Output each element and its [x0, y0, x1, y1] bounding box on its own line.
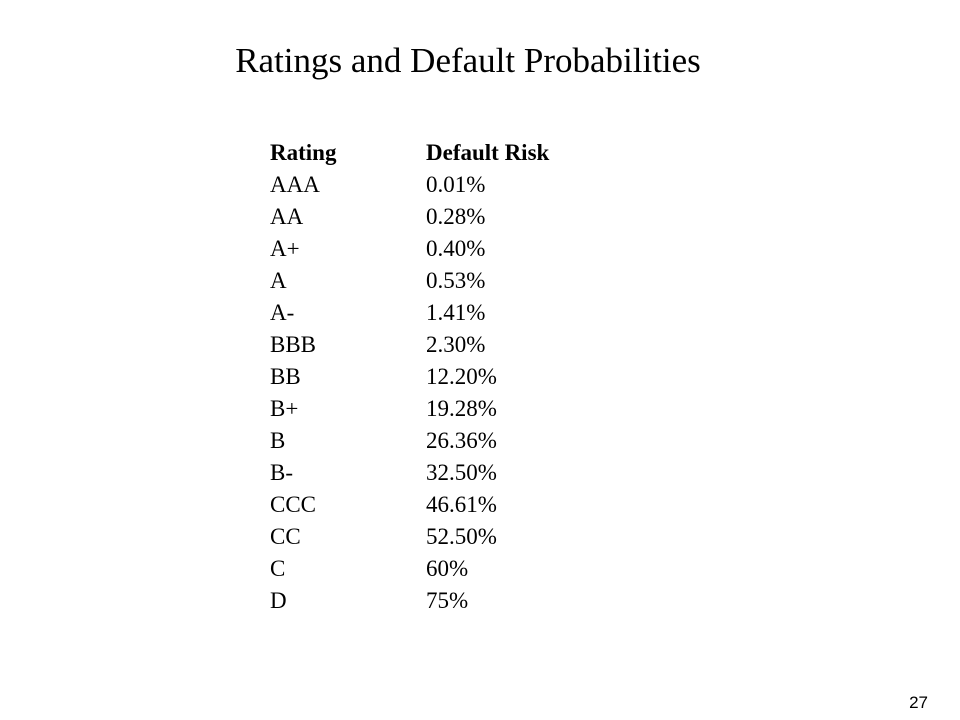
rating-cell: B-: [270, 460, 293, 485]
rating-cell: B+: [270, 396, 299, 421]
default-risk-cell: 52.50%: [426, 524, 497, 549]
rating-cell: CCC: [270, 492, 317, 517]
header-default-risk: Default Risk: [426, 140, 550, 165]
rating-cell: B: [270, 428, 286, 453]
default-risk-cell: 75%: [426, 588, 469, 613]
default-risk-cell: 60%: [426, 556, 469, 581]
rating-cell: AAA: [270, 172, 320, 197]
rating-cell: A-: [270, 300, 295, 325]
table-row: [270, 361, 549, 393]
table-row: [270, 393, 549, 425]
default-risk-cell: 46.61%: [426, 492, 497, 517]
slide-title: Ratings and Default Probabilities: [235, 41, 701, 80]
rating-cell: D: [270, 588, 287, 613]
default-risk-cell: 1.41%: [426, 300, 486, 325]
rating-cell: BBB: [270, 332, 317, 357]
ratings-default-table: [270, 137, 549, 617]
table-row: [270, 329, 549, 361]
table-row: [270, 489, 549, 521]
default-risk-cell: 2.30%: [426, 332, 486, 357]
default-risk-cell: 26.36%: [426, 428, 497, 453]
table-header: [270, 137, 549, 169]
default-risk-cell: 0.28%: [426, 204, 486, 229]
page-number: 27: [909, 693, 928, 712]
default-risk-cell: 0.40%: [426, 236, 486, 261]
rating-cell: BB: [270, 364, 301, 389]
header-rating: Rating: [270, 140, 337, 165]
rating-cell: AA: [270, 204, 304, 229]
default-risk-cell: 12.20%: [426, 364, 497, 389]
table-row: [270, 233, 549, 265]
table-row: [270, 201, 549, 233]
default-risk-cell: 0.01%: [426, 172, 486, 197]
table-row: [270, 585, 549, 617]
table-row: [270, 297, 549, 329]
table-row: [270, 265, 549, 297]
table-row: [270, 425, 549, 457]
rating-cell: A+: [270, 236, 300, 261]
table-row: [270, 457, 549, 489]
table-row: [270, 553, 549, 585]
default-risk-cell: 19.28%: [426, 396, 497, 421]
rating-cell: CC: [270, 524, 301, 549]
rating-cell: C: [270, 556, 286, 581]
rating-cell: A: [270, 268, 287, 293]
table-row: [270, 521, 549, 553]
default-risk-cell: 32.50%: [426, 460, 497, 485]
table-row: [270, 169, 549, 201]
default-risk-cell: 0.53%: [426, 268, 486, 293]
header-row: [270, 137, 549, 169]
table-body: [270, 169, 549, 617]
